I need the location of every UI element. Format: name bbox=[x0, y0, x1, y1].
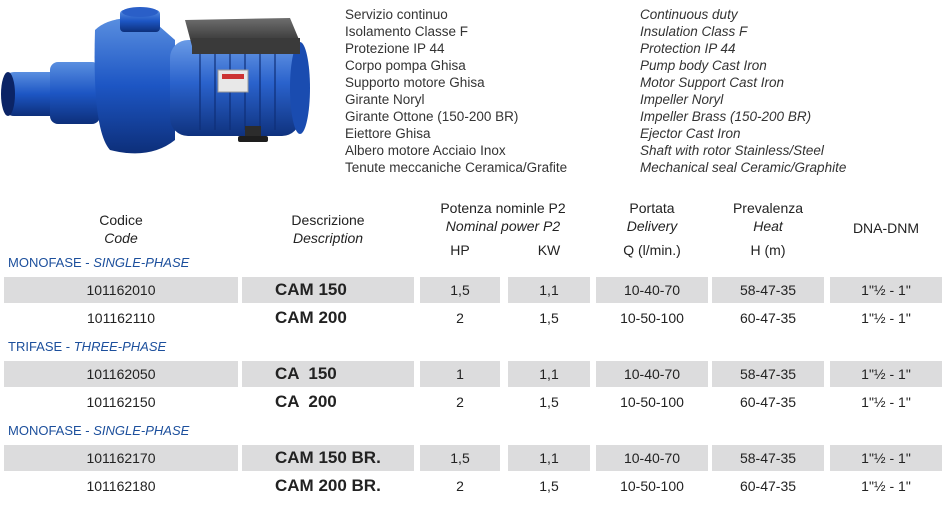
spec-en-line: Impeller Noryl bbox=[640, 92, 724, 107]
cell-dna: 1"½ - 1" bbox=[830, 277, 942, 303]
header-dna: DNA-DNM bbox=[852, 220, 920, 236]
cell-description: CAM 200 bbox=[275, 308, 347, 327]
cell-kw: 1,5 bbox=[539, 394, 559, 410]
spec-it-line: Corpo pompa Ghisa bbox=[345, 58, 466, 73]
header-delivery bbox=[596, 199, 708, 235]
section-label bbox=[8, 339, 166, 354]
spec-it-line: Supporto motore Ghisa bbox=[345, 75, 485, 90]
header-head-en: Heat bbox=[753, 218, 783, 234]
cell-code: 101162170 bbox=[4, 445, 238, 471]
header-power bbox=[413, 199, 593, 235]
header-hp: HP bbox=[450, 242, 470, 258]
cell-head: 60-47-35 bbox=[739, 478, 797, 494]
cell-dna: 1"½ - 1" bbox=[830, 445, 942, 471]
header-delivery-unit: Q (l/min.) bbox=[623, 242, 681, 258]
header-power-it: Potenza nominle P2 bbox=[440, 200, 566, 216]
spec-it-line: Eiettore Ghisa bbox=[345, 126, 431, 141]
cell-delivery: 10-50-100 bbox=[620, 394, 684, 410]
cell-hp: 1 bbox=[420, 361, 500, 387]
table-row bbox=[0, 277, 947, 303]
table-row bbox=[0, 305, 947, 331]
spec-en-line: Protection IP 44 bbox=[640, 41, 736, 56]
cell-code: 101162110 bbox=[87, 310, 155, 326]
section-label-it: MONOFASE - bbox=[8, 255, 94, 270]
spec-en-line: Continuous duty bbox=[640, 7, 738, 22]
cell-kw: 1,1 bbox=[508, 277, 590, 303]
spec-en-line: Motor Support Cast Iron bbox=[640, 75, 785, 90]
header-description-it: Descrizione bbox=[291, 212, 365, 228]
cell-hp: 1,5 bbox=[420, 445, 500, 471]
cell-dna: 1"½ - 1" bbox=[861, 310, 911, 326]
table-row bbox=[0, 445, 947, 471]
header-code-en: Code bbox=[104, 230, 138, 246]
cell-head: 60-47-35 bbox=[739, 310, 797, 326]
spec-it-line: Tenute meccaniche Ceramica/Grafite bbox=[345, 160, 568, 175]
cell-description: CAM 200 BR. bbox=[275, 476, 381, 495]
spec-it-line: Girante Ottone (150-200 BR) bbox=[345, 109, 519, 124]
cell-dna: 1"½ - 1" bbox=[830, 361, 942, 387]
pump-illustration bbox=[0, 0, 320, 170]
table-row bbox=[0, 361, 947, 387]
spec-it-line: Albero motore Acciaio Inox bbox=[345, 143, 506, 158]
cell-dna: 1"½ - 1" bbox=[861, 478, 911, 494]
cell-kw: 1,1 bbox=[508, 445, 590, 471]
cell-kw: 1,5 bbox=[539, 310, 559, 326]
header-delivery-it: Portata bbox=[629, 200, 675, 216]
spec-en-line: Insulation Class F bbox=[640, 24, 748, 39]
cell-head: 60-47-35 bbox=[739, 394, 797, 410]
table-row bbox=[0, 473, 947, 499]
cell-hp: 1,5 bbox=[420, 277, 500, 303]
cell-description: CAM 150 BR. bbox=[242, 445, 414, 471]
specs-italian bbox=[345, 6, 567, 176]
spec-it-line: Protezione IP 44 bbox=[345, 41, 445, 56]
header-power-en: Nominal power P2 bbox=[445, 218, 561, 234]
cell-code: 101162050 bbox=[4, 361, 238, 387]
table-row bbox=[0, 389, 947, 415]
cell-code: 101162010 bbox=[4, 277, 238, 303]
cell-head: 58-47-35 bbox=[712, 277, 824, 303]
cell-hp: 2 bbox=[456, 394, 464, 410]
spec-en-line: Impeller Brass (150-200 BR) bbox=[640, 109, 812, 124]
cell-hp: 2 bbox=[456, 310, 464, 326]
cell-delivery: 10-40-70 bbox=[596, 361, 708, 387]
spec-it-line: Girante Noryl bbox=[345, 92, 425, 107]
spec-it-line: Isolamento Classe F bbox=[345, 24, 469, 39]
header-head-unit: H (m) bbox=[750, 242, 786, 258]
cell-kw: 1,1 bbox=[508, 361, 590, 387]
section-label-it: MONOFASE - bbox=[8, 423, 94, 438]
section-label-en: SINGLE-PHASE bbox=[93, 255, 190, 270]
header-kw: KW bbox=[537, 242, 561, 258]
cell-code: 101162150 bbox=[86, 394, 156, 410]
section-label bbox=[8, 423, 189, 438]
spec-it-line: Servizio continuo bbox=[345, 7, 448, 22]
cell-description: CA 200 bbox=[275, 392, 337, 411]
header-head bbox=[712, 199, 824, 235]
section-label-en: THREE-PHASE bbox=[73, 339, 167, 354]
cell-head: 58-47-35 bbox=[712, 361, 824, 387]
specs-english bbox=[640, 6, 846, 176]
cell-delivery: 10-40-70 bbox=[596, 277, 708, 303]
cell-description: CAM 150 bbox=[242, 277, 414, 303]
spec-en-line: Mechanical seal Ceramic/Graphite bbox=[640, 160, 847, 175]
spec-en-line: Shaft with rotor Stainless/Steel bbox=[640, 143, 824, 158]
section-label-en: SINGLE-PHASE bbox=[93, 423, 190, 438]
cell-dna: 1"½ - 1" bbox=[861, 394, 911, 410]
header-description-en: Description bbox=[292, 230, 364, 246]
cell-hp: 2 bbox=[456, 478, 464, 494]
section-label-it: TRIFASE - bbox=[8, 339, 74, 354]
header-code bbox=[71, 211, 171, 247]
header-code-it: Codice bbox=[99, 212, 143, 228]
section-label bbox=[8, 255, 189, 270]
cell-delivery: 10-50-100 bbox=[620, 478, 684, 494]
cell-delivery: 10-40-70 bbox=[596, 445, 708, 471]
header-description bbox=[278, 211, 378, 247]
cell-kw: 1,5 bbox=[539, 478, 559, 494]
cell-head: 58-47-35 bbox=[712, 445, 824, 471]
cell-delivery: 10-50-100 bbox=[620, 310, 684, 326]
cell-code: 101162180 bbox=[86, 478, 156, 494]
header-head-it: Prevalenza bbox=[732, 200, 804, 216]
cell-description: CA 150 bbox=[242, 361, 414, 387]
spec-en-line: Pump body Cast Iron bbox=[640, 58, 767, 73]
spec-en-line: Ejector Cast Iron bbox=[640, 126, 741, 141]
header-delivery-en: Delivery bbox=[626, 218, 678, 234]
